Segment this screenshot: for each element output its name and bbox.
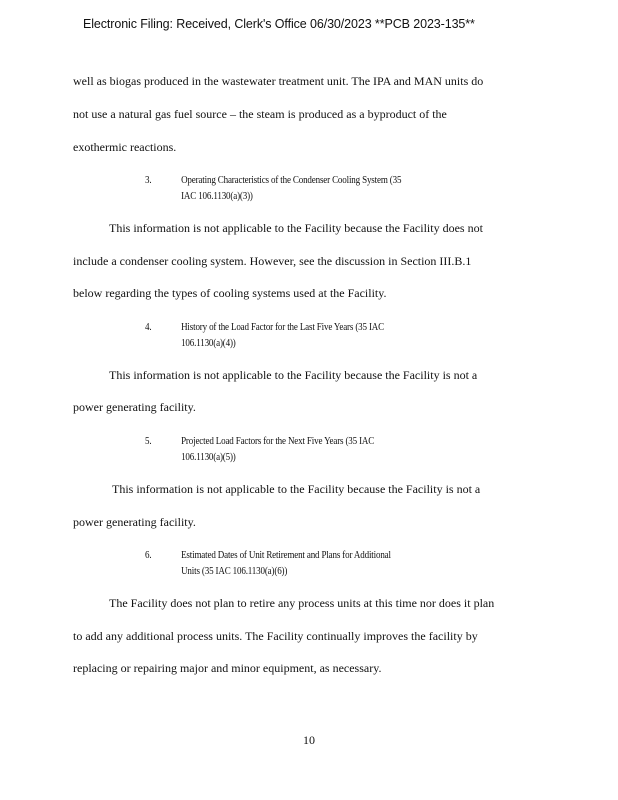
section-6-number: 6. (145, 549, 152, 561)
filing-stamp: Electronic Filing: Received, Clerk's Office 06/30/2023 **PCB 2023-135** (83, 17, 475, 31)
section-3-title-line-2: IAC 106.1130(a)(3)) (181, 190, 253, 202)
page-number: 10 (303, 733, 315, 747)
section-6-heading (145, 547, 391, 579)
section-6-title-line-2: Units (35 IAC 106.1130(a)(6)) (181, 565, 288, 577)
section-4-heading (145, 319, 384, 351)
section-4-title-line-2: 106.1130(a)(4)) (181, 337, 236, 349)
section-3-number: 3. (145, 174, 152, 186)
section-4-body-line-2: power generating facility. (73, 400, 196, 414)
section-4-body-line-1: This information is not applicable to the Facility because the Facility is not a (109, 368, 478, 382)
section-6-body-line-2: to add any additional process units. The Facility continually improves the facility by (73, 629, 478, 643)
section-3-body-line-2: include a condenser cooling system. However, see the discussion in Section III.B.1 (73, 254, 472, 268)
section-5-body-line-1: This information is not applicable to the Facility because the Facility is not a (112, 482, 481, 496)
section-6-title-line-1: Estimated Dates of Unit Retirement and Plans for Additional (181, 549, 391, 561)
section-3-title-line-1: Operating Characteristics of the Condenser Cooling System (35 (181, 174, 402, 186)
section-4-title-line-1: History of the Load Factor for the Last Five Years (35 IAC (181, 321, 385, 333)
section-6-body-line-3: replacing or repairing major and minor equipment, as necessary. (73, 661, 382, 675)
paragraph-1-line-3: exothermic reactions. (73, 140, 177, 154)
section-3-heading (145, 172, 401, 204)
section-5-title-line-1: Projected Load Factors for the Next Five Years (35 IAC (181, 435, 375, 447)
section-3-body-line-1: This information is not applicable to the Facility because the Facility does not (109, 221, 483, 235)
section-5-heading (145, 433, 374, 465)
paragraph-1-line-2: not use a natural gas fuel source – the steam is produced as a byproduct of the (73, 107, 447, 121)
section-5-number: 5. (145, 435, 152, 447)
section-6-body-line-1: The Facility does not plan to retire any process units at this time nor does it plan (109, 596, 495, 610)
paragraph-1-line-1: well as biogas produced in the wastewater treatment unit. The IPA and MAN units do (73, 74, 484, 88)
section-3-body-line-3: below regarding the types of cooling systems used at the Facility. (73, 286, 387, 300)
section-4-number: 4. (145, 321, 152, 333)
section-5-title-line-2: 106.1130(a)(5)) (181, 451, 236, 463)
section-5-body-line-2: power generating facility. (73, 515, 196, 529)
